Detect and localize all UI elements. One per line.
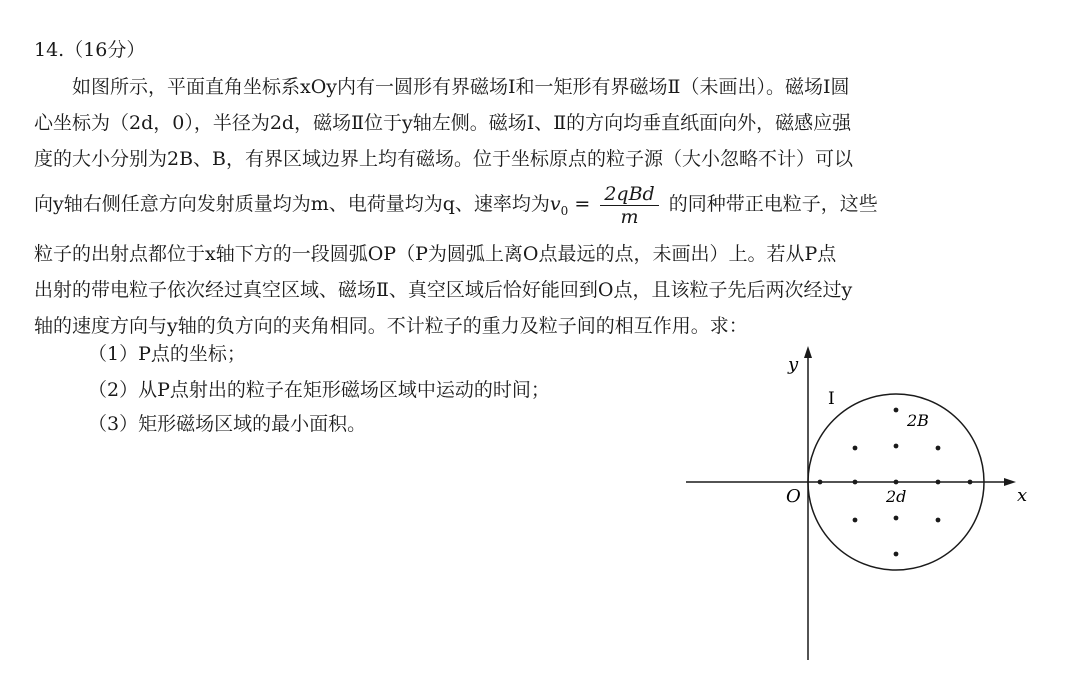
problem-line-5: 粒子的出射点都位于x轴下方的一段圆弧OP（P为圆弧上离O点最远的点，未画出）上。若从P点 (34, 243, 837, 265)
magnetic-field-figure (680, 340, 1040, 670)
problem-header: 14.（16分） (34, 39, 146, 61)
field-dot (936, 446, 941, 451)
field-dot (853, 446, 858, 451)
line4-pre: 向y轴右侧任意方向发射质量均为m、电荷量均为q、速率均为 (34, 193, 550, 215)
field-dot (968, 480, 973, 485)
field-strength-label: 2B (907, 411, 929, 430)
field-dot (894, 480, 899, 485)
v0-symbol: v (549, 193, 561, 215)
line4-post: 的同种带正电粒子，这些 (668, 193, 878, 215)
problem-line-1: 如图所示，平面直角坐标系xOy内有一圆形有界磁场Ⅰ和一矩形有界磁场Ⅱ（未画出）。磁场Ⅰ圆 (72, 76, 850, 98)
field-dot (853, 518, 858, 523)
problem-line-6: 出射的带电粒子依次经过真空区域、磁场Ⅱ、真空区域后恰好能回到O点，且该粒子先后两次经过y (34, 279, 853, 301)
problem-line-3: 度的大小分别为2B、B，有界区域边界上均有磁场。位于坐标原点的粒子源（大小忽略不计）可以 (34, 148, 854, 170)
origin-label: O (786, 486, 801, 507)
v0-subscript: 0 (560, 203, 569, 218)
fraction-numerator: 2qBd (600, 183, 658, 206)
question-2: （2）从P点射出的粒子在矩形磁场区域中运动的时间； (88, 379, 550, 401)
x-axis-arrow (1004, 478, 1016, 486)
field-dot (894, 552, 899, 557)
y-axis-arrow (804, 346, 812, 358)
field-dot (894, 516, 899, 521)
field-dot (894, 408, 899, 413)
x-axis-label: x (1017, 485, 1028, 506)
problem-line-7: 轴的速度方向与y轴的负方向的夹角相同。不计粒子的重力及粒子间的相互作用。求： (34, 315, 748, 337)
problem-line-4 (34, 180, 878, 235)
question-3: （3）矩形磁场区域的最小面积。 (88, 413, 367, 435)
velocity-fraction (600, 183, 658, 228)
field-dot (853, 480, 858, 485)
field-dot (936, 480, 941, 485)
y-axis-label: y (788, 354, 799, 375)
problem-line-2: 心坐标为（2d，0），半径为2d，磁场Ⅱ位于y轴左侧。磁场Ⅰ、Ⅱ的方向均垂直纸面向外，磁感应强 (34, 112, 852, 134)
region-label: I (828, 389, 835, 409)
question-1: （1）P点的坐标； (88, 343, 246, 365)
field-dot (818, 480, 823, 485)
center-label: 2d (886, 487, 907, 506)
field-dot (894, 444, 899, 449)
equals-sign: = (568, 193, 591, 215)
field-dot (936, 518, 941, 523)
fraction-denominator: m (620, 205, 639, 228)
